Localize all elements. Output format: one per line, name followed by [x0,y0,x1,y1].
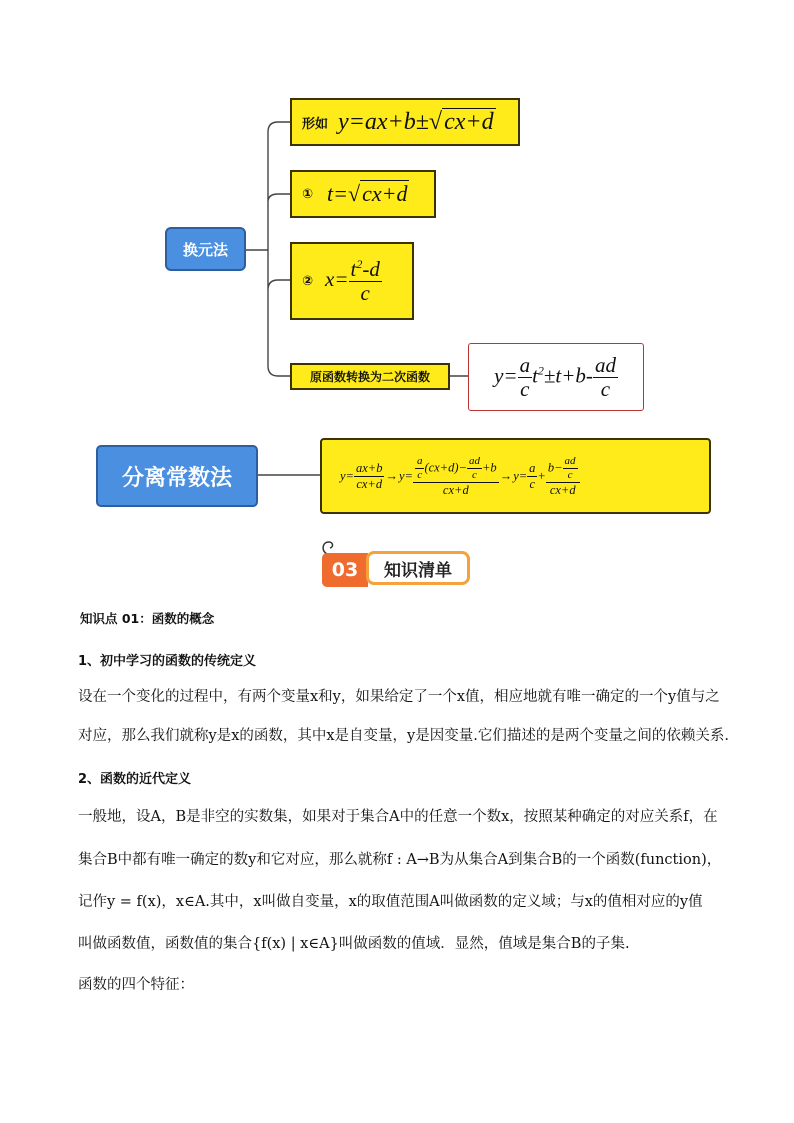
paragraph-modern-line1: 一般地，设A，B是非空的实数集，如果对于集合A中的任意一个数x，按照某种确定的对应关系f，在 [78,809,718,825]
paragraph-modern-line4: 叫做函数值，函数值的集合{f(x) | x∈A}叫做函数的值域．显然，值域是集合B的子集. [78,936,630,952]
branch-substitution-2-formula: x= $\frac{t^2-d}{c}$ [325,257,380,305]
mindmap2-root-label: 分离常数法 [121,465,232,491]
heading-modern-definition: 2、函数的近代定义 [78,772,192,787]
branch-convert-label: 原函数转换为二次函数 [309,370,430,384]
section-badge [320,549,472,587]
mindmap1-root [165,227,246,271]
mindmap2-root [96,445,258,507]
badge-number: 03 [331,559,359,581]
branch-substitution-1-label: ① [302,186,314,202]
separation-formula: y= $\frac{ax+b}{cx+d}$ → y= $\frac{a}{c}$ (cx+d)− $\frac{ad}{c}$ +b cx+d → y= $\frac{a}{c}$ + b− $\frac{ad}{c}$ cx+d [340,456,580,497]
paragraph-modern-line3: 记作y = f(x)，x∈A.其中，x叫做自变量，x的取值范围A叫做函数的定义域；与x的值相对应的y值 [78,894,703,910]
separation-formula-box [320,438,711,514]
branch-form-label: 形如 [302,116,329,132]
badge-title-plate [366,551,470,585]
branch-form-formula: y=ax+b±√cx+d [338,108,494,135]
branch-substitution-2-label: ② [302,273,314,289]
heading-traditional-definition: 1、初中学习的函数的传统定义 [78,654,257,669]
quadratic-formula-box [468,343,644,411]
paragraph-four-features: 函数的四个特征： [78,977,194,993]
branch-substitution-1-formula: t=√cx+d [327,181,408,206]
quadratic-formula: y= $\frac{a}{c}$ $t^2\pm t+b-$ $\frac{ad}{c}$ [494,352,616,401]
branch-form [290,98,520,146]
branch-convert [290,363,450,390]
badge-number-plate [322,553,368,587]
paragraph-traditional-line1: 设在一个变化的过程中，有两个变量x和y，如果给定了一个x值，相应地就有唯一确定的一个y值与之 [78,689,720,705]
paragraph-traditional-line2: 对应，那么我们就称y是x的函数，其中x是自变量，y是因变量.它们描述的是两个变量之间的依赖关系. [78,728,729,744]
paragraph-modern-line2: 集合B中都有唯一确定的数y和它对应，那么就称f : A→B为从集合A到集合B的一个函数(function)， [78,852,722,868]
badge-title: 知识清单 [384,560,452,581]
branch-substitution-2 [290,242,414,320]
branch-substitution-1 [290,170,436,218]
mindmap1-root-label: 换元法 [182,240,228,259]
knowledge-point-title: 知识点 01：函数的概念 [80,611,215,626]
